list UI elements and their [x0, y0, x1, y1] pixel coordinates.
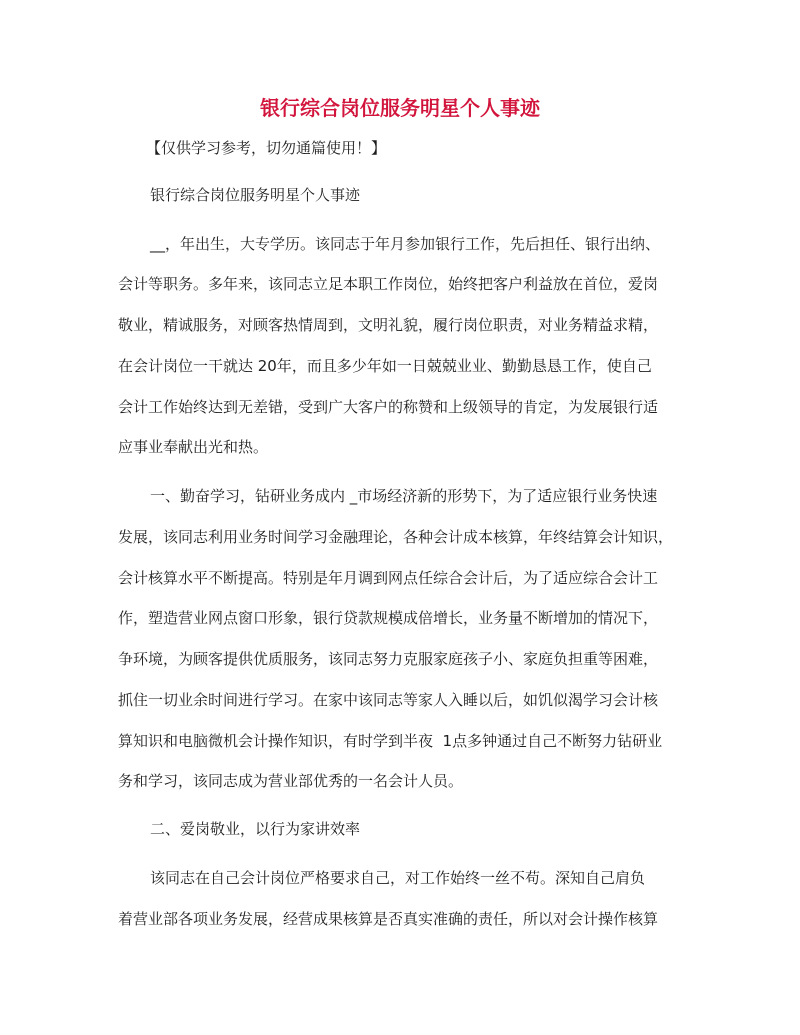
- usage-notice: 【仅供学习参考，切勿通篇使用！】: [146, 139, 387, 157]
- paragraph-line: 务和学习，该同志成为营业部优秀的一名会计人员。: [118, 772, 464, 790]
- paragraph-line: 争环境，为顾客提供优质服务，该同志努力克服家庭孩子小、家庭负担重等困难，: [118, 650, 659, 668]
- paragraph-line: 着营业部各项业务发展，经营成果核算是否真实准确的责任，所以对会计操作核算: [118, 910, 659, 928]
- document-title: 银行综合岗位服务明星个人事迹: [260, 96, 540, 120]
- section-heading-1: 一、勤奋学习，钻研业务成内 _市场经济新的形势下，为了适应银行业务快速: [150, 487, 658, 505]
- paragraph-line: 在会计岗位一干就达 20年，而且多少年如一日兢兢业业、勤勤恳恳工作，使自己: [118, 357, 652, 375]
- paragraph-line: 会计核算水平不断提高。特别是年月调到网点任综合会计后，为了适应综合会计工: [118, 569, 659, 587]
- paragraph-line: 作，塑造营业网点窗口形象，银行贷款规模成倍增长，业务量不断增加的情况下，: [118, 609, 659, 627]
- paragraph-line: 应事业奉献出光和热。: [118, 438, 269, 456]
- document-subtitle: 银行综合岗位服务明星个人事迹: [150, 186, 361, 204]
- paragraph-line: 会计等职务。多年来，该同志立足本职工作岗位，始终把客户利益放在首位，爱岗: [118, 275, 659, 293]
- paragraph-line: 该同志在自己会计岗位严格要求自己，对工作始终一丝不苟。深知自己肩负: [150, 869, 646, 887]
- paragraph-line: 发展，该同志利用业务时间学习金融理论，各种会计成本核算，年终结算会计知识，: [118, 528, 674, 546]
- paragraph-line: 会计工作始终达到无差错，受到广大客户的称赞和上级领导的肯定，为发展银行适: [118, 398, 659, 416]
- paragraph-line: __，年出生，大专学历。该同志于年月参加银行工作，先后担任、银行出纳、: [150, 235, 661, 253]
- paragraph-line: 算知识和电脑微机会计操作知识，有时学到半夜 1点多钟通过自己不断努力钻研业: [118, 732, 663, 750]
- paragraph-line: 敬业，精诚服务，对顾客热情周到，文明礼貌，履行岗位职责，对业务精益求精，: [118, 316, 659, 334]
- section-heading-2: 二、爱岗敬业，以行为家讲效率: [150, 820, 361, 838]
- paragraph-line: 抓住一切业余时间进行学习。在家中该同志等家人入睡以后，如饥似渴学习会计核: [118, 691, 659, 709]
